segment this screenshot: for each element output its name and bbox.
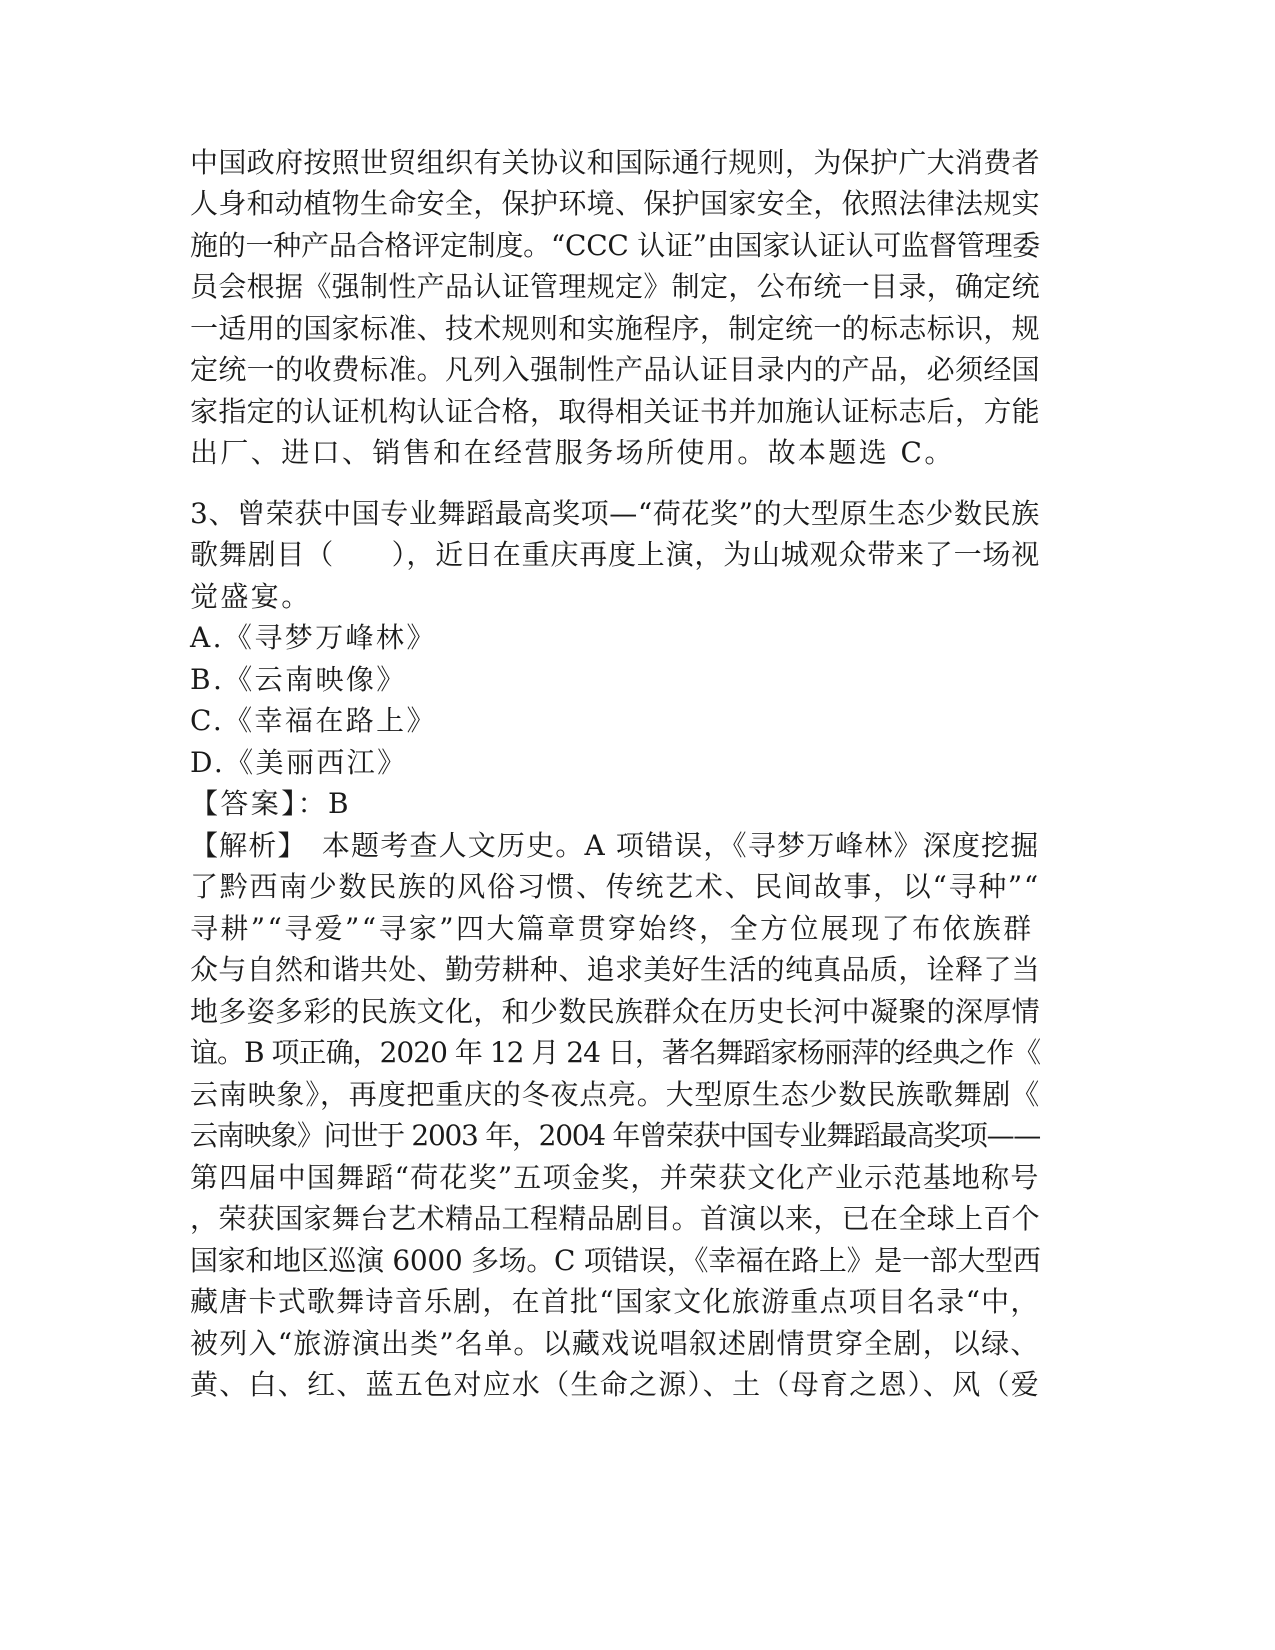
option-c: C.《幸福在路上》 [190,704,437,737]
explanation-line: 员会根据《强制性产品认证管理规定》制定，公布统一目录，确定统 [190,270,1041,303]
analysis-line: 藏唐卡式歌舞诗音乐剧，在首批“国家文化旅游重点项目名录“中， [190,1285,1040,1318]
analysis-line: ，荣获国家舞台艺术精品工程精品剧目。首演以来，已在全球上百个 [190,1202,1041,1235]
option-a: A.《寻梦万峰林》 [190,621,437,654]
explanation-line: 人身和动植物生命安全，保护环境、保护国家安全，依照法律法规实 [190,187,1041,220]
answer-line: 【答案】：B [190,787,351,820]
explanation-line: 出厂、进口、销售和在经营服务场所使用。故本题选 C。 [190,436,955,469]
analysis-line: 了黔西南少数民族的风俗习惯、传统艺术、民间故事，以“寻种”“ [190,870,1040,903]
analysis-line: 云南映象》，再度把重庆的冬夜点亮。大型原生态少数民族歌舞剧《 [190,1078,1041,1111]
explanation-line: 中国政府按照世贸组织有关协议和国际通行规则，为保护广大消费者 [190,146,1041,179]
analysis-line: 黄、白、红、蓝五色对应水（生命之源）、土（母育之恩）、风（爱 [190,1368,1041,1401]
explanation-line: 施的一种产品合格评定制度。“CCC 认证”由国家认证认可监督管理委 [190,229,1041,262]
analysis-line: 被列入“旅游演出类”名单。以藏戏说唱叙述剧情贯穿全剧，以绿、 [190,1327,1040,1360]
explanation-line: 定统一的收费标准。凡列入强制性产品认证目录内的产品，必须经国 [190,353,1041,386]
explanation-line: 家指定的认证机构认证合格，取得相关证书并加施认证标志后，方能 [190,395,1041,428]
analysis-line: 云南映象》问世于 2003 年，2004 年曾荣获中国专业舞蹈最高奖项—— [190,1119,1041,1152]
analysis-line: 地多姿多彩的民族文化，和少数民族群众在历史长河中凝聚的深厚情 [190,995,1041,1028]
question-stem-line: 歌舞剧目（ ），近日在重庆再度上演，为山城观众带来了一场视 [190,538,1041,571]
option-d: D.《美丽西江》 [190,746,408,779]
analysis-line: 国家和地区巡演 6000 多场。C 项错误，《幸福在路上》是一部大型西 [190,1244,1041,1277]
option-b: B.《云南映像》 [190,663,407,696]
analysis-line: 第四届中国舞蹈“荷花奖”五项金奖，并荣获文化产业示范基地称号 [190,1161,1040,1194]
explanation-line: 一适用的国家标准、技术规则和实施程序，制定统一的标志标识，规 [190,312,1041,345]
analysis-line: 【解析】 本题考查人文历史。A 项错误，《寻梦万峰林》深度挖掘 [190,829,1040,862]
analysis-line: 众与自然和谐共处、勤劳耕种、追求美好生活的纯真品质，诠释了当 [190,953,1041,986]
analysis-line: 寻耕”“寻爱”“寻家”四大篇章贯穿始终，全方位展现了布依族群 [190,912,1034,945]
question-stem-line: 3、曾荣获中国专业舞蹈最高奖项—“荷花奖”的大型原生态少数民族 [190,497,1040,530]
analysis-line: 谊。B 项正确，2020 年 12 月 24 日，著名舞蹈家杨丽萍的经典之作《 [190,1036,1041,1069]
question-stem-line: 觉盛宴。 [190,580,312,613]
